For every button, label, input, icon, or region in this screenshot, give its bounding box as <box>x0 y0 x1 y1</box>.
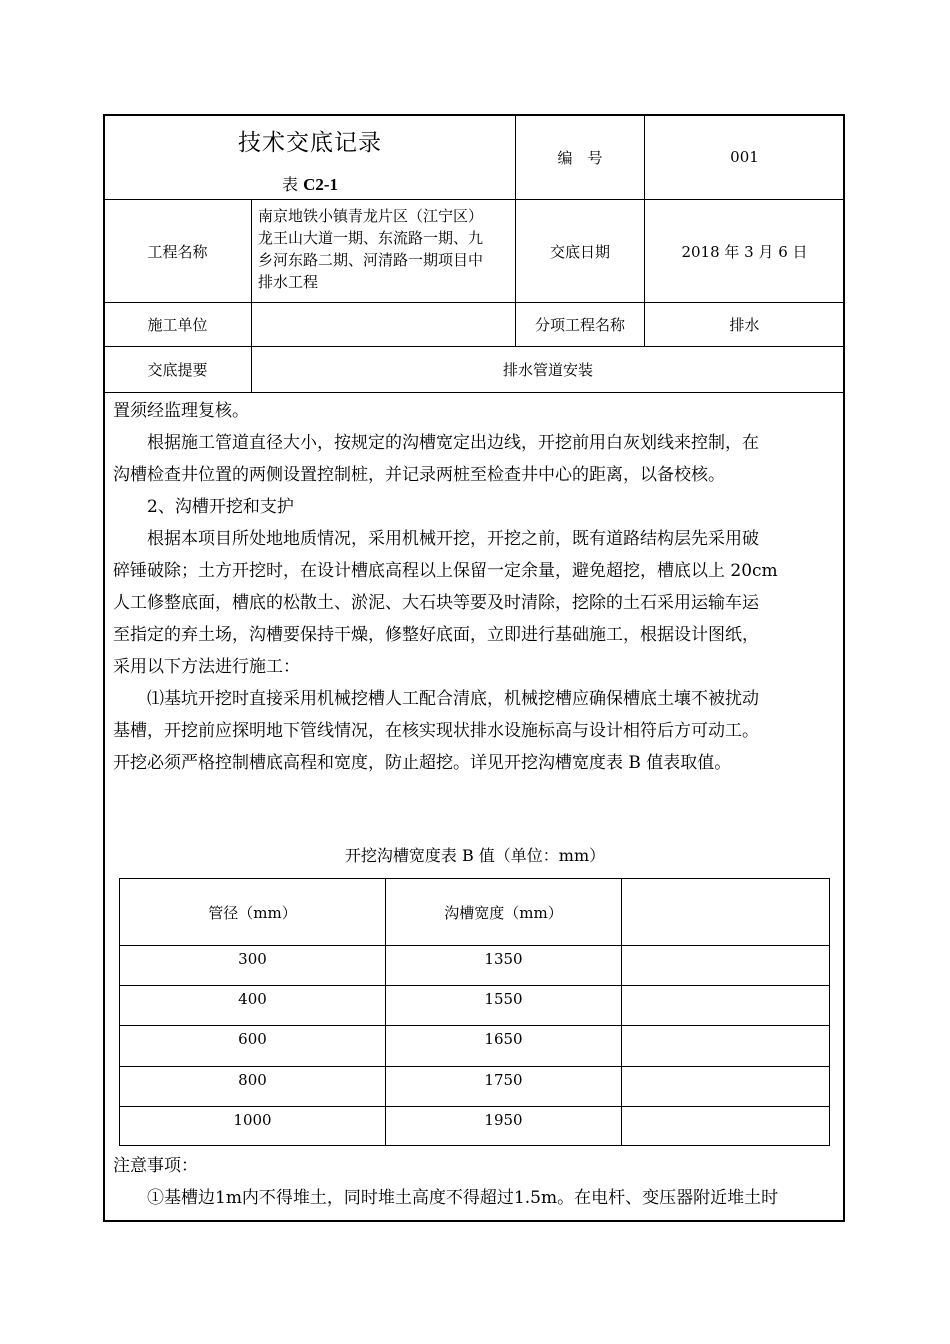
table-cell: 1750 <box>484 1071 523 1089</box>
project-name-line: 排水工程 <box>258 273 319 291</box>
table-caption: 开挖沟槽宽度表 B 值（单位：mm） <box>344 846 606 865</box>
project-name-line: 乡河东路二期、河清路一期项目中 <box>258 251 484 269</box>
body-line: ①基槽边1m内不得堆土，同时堆土高度不得超过1.5m。在电杆、变压器附近堆土时 <box>113 1188 779 1208</box>
body-line: 根据施工管道直径大小，按规定的沟槽宽定出边线，开挖前用白灰划线来控制，在 <box>113 433 759 453</box>
unit-value <box>252 303 515 346</box>
table-cell: 800 <box>238 1071 267 1089</box>
table-cell <box>622 1026 829 1052</box>
summary-value: 排水管道安装 <box>502 361 593 379</box>
table-header-cell: 沟槽宽度（mm） <box>444 903 563 922</box>
table-header-cell <box>622 879 829 945</box>
body-line: 置须经监理复核。 <box>113 401 249 421</box>
table-cell <box>622 1107 829 1133</box>
form-code <box>105 172 515 195</box>
body-line: 2、沟槽开挖和支护 <box>113 497 294 517</box>
table-cell: 1550 <box>484 990 523 1008</box>
table-cell: 1650 <box>484 1030 523 1048</box>
grid-line <box>104 392 844 393</box>
body-line: 采用以下方法进行施工： <box>113 657 300 677</box>
document-title: 技术交底记录 <box>238 130 382 156</box>
form-code-value: C2-1 <box>303 175 339 194</box>
date-label: 交底日期 <box>549 242 610 261</box>
body-line: 开挖必须严格控制槽底高程和宽度，防止超挖。详见开挖沟槽宽度表 B 值表取值。 <box>113 753 732 773</box>
body-line: 根据本项目所处地地质情况，采用机械开挖，开挖之前，既有道路结构层先采用破 <box>113 529 759 549</box>
project-name-line: 南京地铁小镇青龙片区（江宁区） <box>258 207 484 225</box>
table-cell: 1000 <box>233 1111 272 1129</box>
project-label: 工程名称 <box>147 242 208 261</box>
project-name-line: 龙王山大道一期、东流路一期、九 <box>258 229 484 247</box>
table-cell: 300 <box>238 950 267 968</box>
table-cell <box>622 946 829 972</box>
table-cell: 1950 <box>484 1111 523 1129</box>
body-line: ⑴基坑开挖时直接采用机械挖槽人工配合清底，机械挖槽应确保槽底土壤不被扰动 <box>113 689 759 709</box>
notes-heading: 注意事项： <box>113 1156 198 1176</box>
body-line: 至指定的弃土场，沟槽要保持干燥，修整好底面，立即进行基础施工，根据设计图纸， <box>113 625 759 645</box>
table-cell: 600 <box>238 1030 267 1048</box>
body-line: 基槽，开挖前应探明地下管线情况，在核实现状排水设施标高与设计相符后方可动工。 <box>113 721 759 741</box>
body-line: 沟槽检查井位置的两侧设置控制桩，并记录两桩至检查井中心的距离，以备校核。 <box>113 465 725 485</box>
sub-project-value: 排水 <box>729 316 760 334</box>
number-label: 编 号 <box>557 148 603 167</box>
body-line: 人工修整底面，槽底的松散土、淤泥、大石块等要及时清除，挖除的土石采用运输车运 <box>113 593 759 613</box>
body-text-bottom <box>113 1150 839 1214</box>
date-value: 2018 年 3 月 6 日 <box>681 242 808 261</box>
sub-project-label: 分项工程名称 <box>534 316 625 334</box>
table-cell <box>622 986 829 1012</box>
table-cell: 1350 <box>484 950 523 968</box>
table-header-cell: 管径（mm） <box>208 903 297 922</box>
project-name <box>258 205 512 293</box>
form-prefix: 表 <box>281 175 304 194</box>
body-line: 碎锤破除；土方开挖时，在设计槽底高程以上保留一定余量，避免超挖，槽底以上 20cm <box>113 561 778 581</box>
unit-label: 施工单位 <box>147 316 208 334</box>
number-value: 001 <box>730 148 759 166</box>
table-cell <box>622 1067 829 1093</box>
table-cell: 400 <box>238 990 267 1008</box>
summary-label: 交底提要 <box>147 361 208 379</box>
body-text-top <box>113 395 839 779</box>
